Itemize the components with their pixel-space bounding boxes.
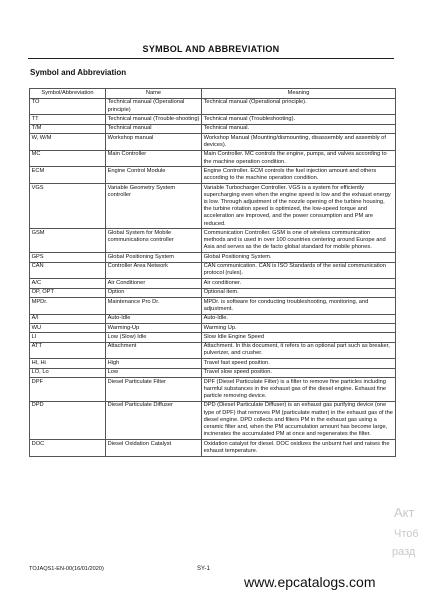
cell-symbol: TT (30, 115, 106, 124)
cell-symbol: ECM (30, 167, 106, 184)
cell-meaning: Oxidation catalyst for diesel. DOC oxidizes the unburnt fuel and raises the exhaust temperature. (202, 440, 396, 457)
cell-name: Warming-Up (106, 323, 202, 332)
table-row (30, 440, 396, 457)
cell-meaning: Communication Controller. GSM is one of wireless communication methods and is used in over 100 countries centering around Europe and Asia and serves as the de facto global standard for mobile phones. (202, 229, 396, 253)
footer-page-number: SY-1 (197, 566, 210, 572)
cell-meaning: Air conditioner. (202, 279, 396, 288)
cell-symbol: DPF (30, 378, 106, 402)
cell-name: Global Positioning System (106, 253, 202, 262)
cell-name: Diesel Particulate Filter (106, 378, 202, 402)
table-row (30, 115, 396, 124)
cell-symbol: WU (30, 323, 106, 332)
table-row (30, 314, 396, 323)
table-row (30, 98, 396, 115)
cell-meaning: CAN communication. CAN is ISO Standards of the serial communication protocol (rules). (202, 262, 396, 279)
abbreviation-table (29, 88, 396, 457)
cell-name: High (106, 359, 202, 368)
page-title: SYMBOL AND ABBREVIATION (142, 44, 280, 54)
cell-name: Low (106, 368, 202, 377)
cell-name: Global System for Mobile communications controller (106, 229, 202, 253)
table-row (30, 378, 396, 402)
cell-name: Controller Area Network (106, 262, 202, 279)
table-header-row (30, 89, 396, 99)
cell-meaning: Attachment. In this document, it refers to an optional part such as breaker, pulverizer, and crusher. (202, 342, 396, 359)
cell-meaning: Global Positioning System. (202, 253, 396, 262)
cell-name: Technical manual (Operational principle) (106, 98, 202, 115)
title-divider (28, 58, 394, 59)
cell-symbol: DPD (30, 401, 106, 439)
cell-name: Technical manual (106, 124, 202, 133)
cell-symbol: GSM (30, 229, 106, 253)
cell-symbol: DOC (30, 440, 106, 457)
cell-name: Air Conditioner (106, 279, 202, 288)
table-row (30, 124, 396, 133)
table-row (30, 359, 396, 368)
cell-name: Auto-Idle (106, 314, 202, 323)
cell-name: Option (106, 288, 202, 297)
cell-symbol: LO, Lo (30, 368, 106, 377)
cell-meaning: Workshop Manual (Mounting/dismounting, disassembly and assembly of devices). (202, 134, 396, 151)
table-row (30, 229, 396, 253)
table-body (30, 98, 396, 456)
cell-meaning: Auto-Idle. (202, 314, 396, 323)
cell-meaning: Travel slow speed position. (202, 368, 396, 377)
cell-meaning: Technical manual. (202, 124, 396, 133)
cell-symbol: VGS (30, 183, 106, 228)
footer-doc-code: TOJAQS1-EN-00(16/01/2020) (29, 566, 104, 572)
cell-symbol: TO (30, 98, 106, 115)
table-row (30, 323, 396, 332)
cell-name: Engine Control Module (106, 167, 202, 184)
table-row (30, 401, 396, 439)
table-row (30, 297, 396, 314)
table-row (30, 333, 396, 342)
table-row (30, 342, 396, 359)
cell-meaning: Engine Controller. ECM controls the fuel injection amount and others according to the machine operation condition. (202, 167, 396, 184)
cell-symbol: T/M (30, 124, 106, 133)
table-row (30, 262, 396, 279)
cell-meaning: Technical manual (Operational principle). (202, 98, 396, 115)
cell-meaning: Travel fast speed position. (202, 359, 396, 368)
table-row (30, 150, 396, 167)
cell-name: Technical manual (Trouble-shooting) (106, 115, 202, 124)
cell-symbol: LI (30, 333, 106, 342)
cell-meaning: Technical manual (Troubleshooting). (202, 115, 396, 124)
overlay-text-2: Что6 (394, 528, 419, 540)
cell-meaning: Main Controller. MC controls the engine, pumps, and valves according to the machine operation condition. (202, 150, 396, 167)
cell-meaning: MPDr. is software for conducting troubleshooting, monitoring, and adjustment. (202, 297, 396, 314)
table-row (30, 279, 396, 288)
section-heading: Symbol and Abbreviation (30, 68, 127, 77)
overlay-text-1: Акт (394, 505, 415, 520)
cell-meaning: Variable Turbocharger Controller. VGS is a system for efficiently supercharging even when the engine speed is low and the exhaust energy is low. Through adjustment of the nozzle opening of the turbine housing, the turbine rotation speed is optimized, the low-speed torque and acceleration are improved, and the power consumption and PM are reduced. (202, 183, 396, 228)
table-row (30, 134, 396, 151)
cell-name: Diesel Oxidation Catalyst (106, 440, 202, 457)
cell-name: Workshop manual (106, 134, 202, 151)
header-meaning: Meaning (202, 89, 396, 99)
cell-meaning: Warming Up. (202, 323, 396, 332)
header-symbol: Symbol/Abbreviation (30, 89, 106, 99)
cell-symbol: MC (30, 150, 106, 167)
cell-symbol: MPDr. (30, 297, 106, 314)
cell-symbol: A/C (30, 279, 106, 288)
cell-symbol: W, W/M (30, 134, 106, 151)
cell-symbol: A/I (30, 314, 106, 323)
cell-symbol: HI, Hi (30, 359, 106, 368)
cell-meaning: DPD (Diesel Particulate Diffuser) is an exhaust gas purifying device (one type of DPF) that removes PM (particulate matter) in the exhaust gas of the diesel engine. DPD collects and filters PM in the exhaust gas using a ceramic filter and, when the PM accumulation amount has become large, incinerates the accumulated PM at once and regenerates the filter. (202, 401, 396, 439)
cell-name: Maintenance Pro Dr. (106, 297, 202, 314)
cell-name: Diesel Particulate Diffuser (106, 401, 202, 439)
cell-name: Low (Slow) Idle (106, 333, 202, 342)
watermark-url: www.epcatalogs.com (244, 574, 376, 590)
cell-symbol: ATT (30, 342, 106, 359)
table-row (30, 253, 396, 262)
overlay-text-3: разд (392, 546, 416, 558)
cell-meaning: DPF (Diesel Particulate Filter) is a filter to remove fine particles including harmful substances in the exhaust gas of the diesel engine. Exhaust fine particle removing device. (202, 378, 396, 402)
cell-symbol: GPS (30, 253, 106, 262)
table-row (30, 368, 396, 377)
cell-name: Variable Geometry System controller (106, 183, 202, 228)
cell-meaning: Optional item. (202, 288, 396, 297)
cell-symbol: CAN (30, 262, 106, 279)
table-row (30, 183, 396, 228)
cell-meaning: Slow Idle Engine Speed (202, 333, 396, 342)
table-row (30, 167, 396, 184)
table-row (30, 288, 396, 297)
cell-name: Main Controller (106, 150, 202, 167)
header-name: Name (106, 89, 202, 99)
cell-name: Attachment (106, 342, 202, 359)
cell-symbol: OP, OPT (30, 288, 106, 297)
